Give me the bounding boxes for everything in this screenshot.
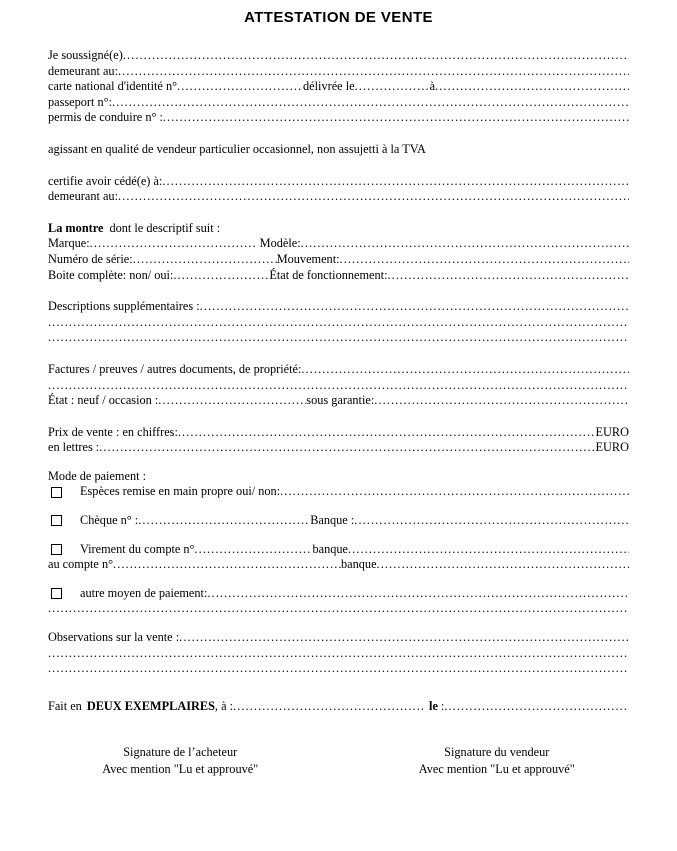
- field-observations-line2[interactable]: [48, 646, 629, 662]
- dot-leader: [435, 79, 629, 95]
- title-spacer: [0, 26, 677, 48]
- dot-leader: [200, 299, 629, 315]
- field-additional-descriptions-line2[interactable]: [48, 315, 629, 331]
- dot-leader: [113, 557, 341, 573]
- payment-option-transfer-label: Virement du compte n°: [80, 541, 195, 556]
- checkbox-icon[interactable]: [51, 487, 62, 498]
- option-spacer: [48, 573, 629, 586]
- field-driving-licence-label: permis de conduire n° :: [48, 110, 163, 125]
- capacity-statement: [48, 142, 629, 158]
- field-passport-label: passeport n°:: [48, 94, 113, 109]
- field-id-card[interactable]: [48, 79, 629, 95]
- payment-option-cash[interactable]: [48, 484, 629, 500]
- block-spacer: [48, 126, 629, 142]
- closing-date-label: le: [429, 698, 438, 713]
- field-box-label: Boite complète: non/ oui:: [48, 267, 174, 282]
- field-documents-proof[interactable]: [48, 362, 629, 378]
- field-seller-address[interactable]: [48, 64, 629, 80]
- dot-leader: [377, 557, 629, 573]
- price-currency-figures: EURO: [595, 424, 629, 439]
- field-price-words[interactable]: [48, 440, 629, 456]
- checkbox-icon[interactable]: [51, 544, 62, 555]
- dot-leader: [48, 330, 629, 346]
- signature-block-seller: [341, 744, 630, 777]
- dot-leader: [48, 661, 629, 677]
- dot-leader: [118, 189, 629, 205]
- field-certifies-sold-to[interactable]: [48, 174, 629, 190]
- field-id-place-label: à: [429, 79, 436, 94]
- field-brand-label: Marque:: [48, 236, 90, 251]
- field-id-issued-label: délivrée le: [303, 79, 355, 94]
- dot-leader: [48, 378, 629, 394]
- dot-leader: [90, 236, 255, 252]
- dot-leader: [163, 110, 629, 126]
- signature-row: [48, 744, 629, 777]
- field-brand-model[interactable]: [48, 236, 629, 252]
- dot-leader: [99, 440, 595, 456]
- block-spacer: [48, 346, 629, 362]
- capacity-statement-text: agissant en qualité de vendeur particulier occasionnel, non assujetti à la TVA: [48, 141, 426, 156]
- field-condition-label: État : neuf / occasion :: [48, 393, 159, 408]
- dot-leader: [355, 79, 430, 95]
- signature-seller-title: Signature du vendeur: [444, 745, 550, 760]
- dot-leader: [444, 699, 627, 715]
- field-additional-descriptions-line3[interactable]: [48, 330, 629, 346]
- field-model-label: Modèle:: [259, 236, 301, 251]
- form-body: [0, 48, 677, 777]
- payment-transfer-destination-label: au compte n°: [48, 557, 114, 572]
- field-passport[interactable]: [48, 95, 629, 111]
- payment-option-cash-label: Espèces remise en main propre oui/ non:: [80, 484, 281, 499]
- dot-leader: [112, 95, 629, 111]
- field-observations-label: Observations sur la vente :: [48, 630, 180, 645]
- dot-leader: [48, 646, 629, 662]
- field-serial-label: Numéro de série:: [48, 251, 133, 266]
- dot-leader: [118, 64, 629, 80]
- dot-leader: [340, 252, 629, 268]
- payment-heading: [48, 469, 629, 485]
- block-spacer: [48, 617, 629, 630]
- payment-transfer-destination[interactable]: [48, 557, 629, 573]
- option-spacer: [48, 529, 629, 542]
- closing-line[interactable]: [48, 699, 629, 715]
- dot-leader: [233, 699, 423, 715]
- page-title: ATTESTATION DE VENTE: [244, 9, 433, 26]
- item-heading-rest: dont le descriptif suit :: [109, 220, 221, 235]
- payment-option-transfer[interactable]: [48, 542, 629, 558]
- dot-leader: [158, 393, 306, 409]
- dot-leader: [48, 601, 629, 617]
- payment-transfer-bank-label: banque: [312, 541, 348, 556]
- dot-leader: [194, 542, 312, 558]
- field-movement-label: Mouvement:: [276, 251, 340, 266]
- field-observations-line3[interactable]: [48, 661, 629, 677]
- payment-option-other[interactable]: [48, 586, 629, 602]
- item-heading-bold: La montre: [48, 220, 104, 235]
- dot-leader: [374, 393, 629, 409]
- block-spacer: [48, 158, 629, 174]
- block-spacer: [48, 677, 629, 699]
- field-serial-movement[interactable]: [48, 252, 629, 268]
- closing-prefix: Fait en: [48, 698, 82, 713]
- field-driving-licence[interactable]: [48, 110, 629, 126]
- dot-leader: [138, 513, 310, 529]
- field-id-card-label: carte national d'identité n°: [48, 79, 178, 94]
- dot-leader: [280, 484, 629, 500]
- dot-leader: [162, 174, 629, 190]
- dot-leader: [178, 425, 596, 441]
- field-additional-descriptions[interactable]: [48, 299, 629, 315]
- signature-buyer-mention: Avec mention "Lu et approuvé": [102, 761, 259, 776]
- block-spacer: [48, 205, 629, 221]
- dot-leader: [348, 542, 629, 558]
- field-condition-warranty[interactable]: [48, 393, 629, 409]
- dot-leader: [173, 268, 269, 284]
- dot-leader: [301, 236, 629, 252]
- signature-buyer-title: Signature de l’acheteur: [123, 745, 238, 760]
- field-documents-proof-line2[interactable]: [48, 378, 629, 394]
- field-box-working-state[interactable]: [48, 268, 629, 284]
- field-price-figures-label: Prix de vente : en chiffres:: [48, 424, 178, 439]
- payment-option-other-label: autre moyen de paiement:: [80, 585, 208, 600]
- dot-leader: [388, 268, 630, 284]
- checkbox-icon[interactable]: [51, 588, 62, 599]
- block-spacer: [48, 283, 629, 299]
- dot-leader: [179, 630, 629, 646]
- dot-leader: [123, 48, 629, 64]
- field-price-words-label: en lettres :: [48, 440, 100, 455]
- signature-block-buyer: [48, 744, 341, 777]
- block-spacer: [48, 456, 629, 469]
- dot-leader: [301, 362, 629, 378]
- field-certifies-sold-to-label: certifie avoir cédé(e) à:: [48, 173, 163, 188]
- dot-leader: [48, 315, 629, 331]
- item-heading: [48, 221, 629, 237]
- checkbox-icon[interactable]: [51, 515, 62, 526]
- payment-transfer-destination-bank-label: banque: [341, 557, 377, 572]
- field-buyer-address-label: demeurant au:: [48, 189, 118, 204]
- dot-leader: [177, 79, 303, 95]
- dot-leader: [354, 513, 629, 529]
- field-seller-address-label: demeurant au:: [48, 63, 118, 78]
- field-working-state-label: État de fonctionnement:: [269, 267, 388, 282]
- payment-option-cheque[interactable]: [48, 513, 629, 529]
- signature-seller-mention: Avec mention "Lu et approuvé": [418, 761, 575, 776]
- field-undersigned[interactable]: [48, 48, 629, 64]
- field-warranty-label: sous garantie:: [306, 393, 375, 408]
- option-spacer: [48, 500, 629, 513]
- field-additional-descriptions-label: Descriptions supplémentaires :: [48, 299, 200, 314]
- closing-place-label: , à :: [214, 698, 234, 713]
- field-undersigned-label: Je soussigné(e): [48, 48, 123, 62]
- field-buyer-address[interactable]: [48, 189, 629, 205]
- field-documents-proof-label: Factures / preuves / autres documents, de propriété:: [48, 361, 302, 376]
- price-currency-words: EURO: [595, 440, 629, 455]
- payment-option-cheque-label: Chèque n° :: [80, 513, 139, 528]
- dot-leader: [133, 252, 277, 268]
- field-observations[interactable]: [48, 630, 629, 646]
- dot-leader: [207, 586, 629, 602]
- payment-cheque-bank-label: Banque :: [310, 513, 355, 528]
- closing-copies: DEUX EXEMPLAIRES: [86, 698, 215, 713]
- block-spacer: [48, 409, 629, 425]
- payment-option-other-line2[interactable]: [48, 601, 629, 617]
- closing-date-colon: :: [440, 698, 445, 713]
- payment-heading-label: Mode de paiement :: [48, 468, 147, 483]
- field-price-figures[interactable]: [48, 425, 629, 441]
